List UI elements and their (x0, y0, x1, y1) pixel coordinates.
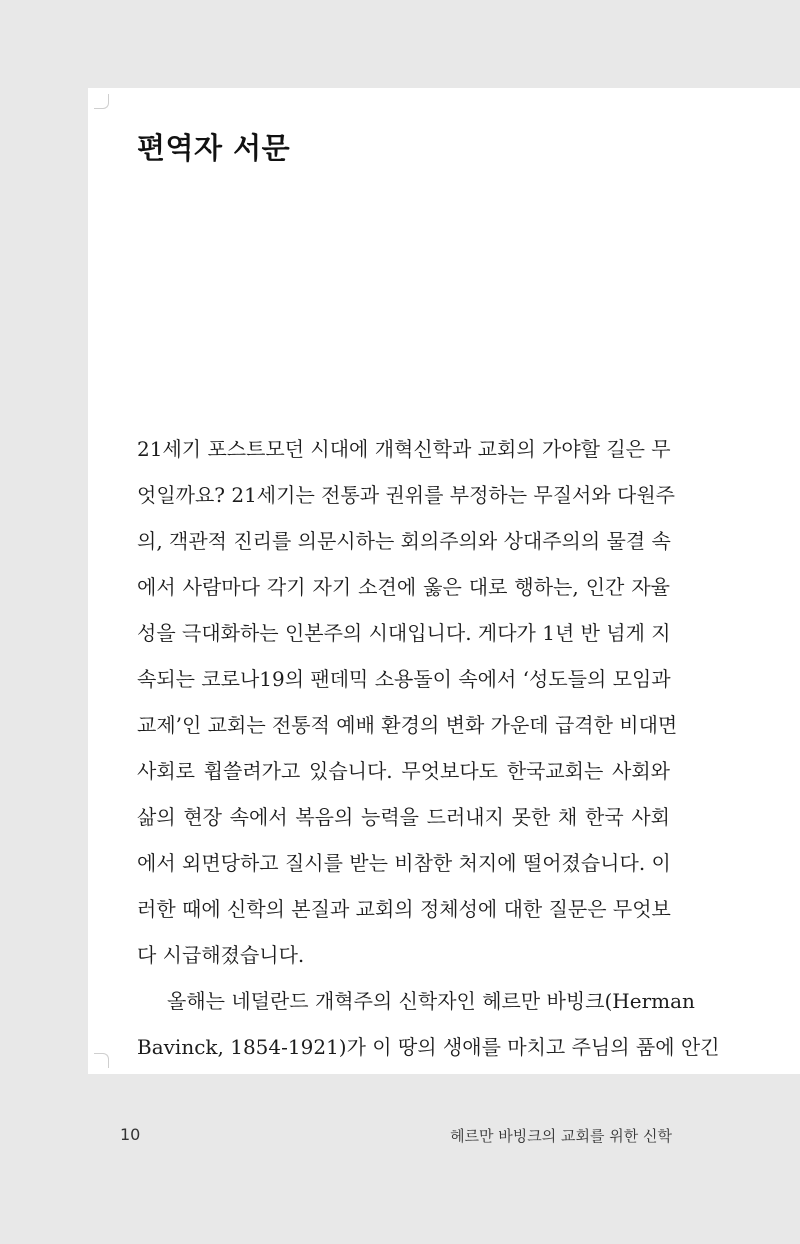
corner-mark-bottom (94, 1053, 109, 1068)
body-line: 21세기 포스트모던 시대에 개혁신학과 교회의 가야할 길은 무 (137, 437, 671, 461)
body-line: 의, 객관적 진리를 의문시하는 회의주의와 상대주의의 물결 속 (137, 529, 671, 553)
body-line: Bavinck, 1854-1921)가 이 땅의 생애를 마치고 주님의 품에 안긴 (137, 1035, 720, 1059)
body-line: 에서 외면당하고 질시를 받는 비참한 처지에 떨어졌습니다. 이 (137, 851, 671, 875)
corner-mark-top (94, 94, 109, 109)
body-text (137, 426, 720, 1070)
body-line: 교제’인 교회는 전통적 예배 환경의 변화 가운데 급격한 비대면 (137, 713, 678, 737)
body-line: 올해는 네덜란드 개혁주의 신학자인 헤르만 바빙크(Herman (167, 989, 695, 1013)
body-line: 엇일까요? 21세기는 전통과 권위를 부정하는 무질서와 다원주 (137, 483, 675, 507)
body-line: 에서 사람마다 각기 자기 소견에 옳은 대로 행하는, 인간 자율 (137, 575, 670, 599)
body-line: 성을 극대화하는 인본주의 시대입니다. 게다가 1년 반 넘게 지 (137, 621, 671, 645)
chapter-title: 편역자 서문 (137, 131, 291, 165)
body-line: 다 시급해졌습니다. (137, 943, 305, 967)
running-head: 헤르만 바빙크의 교회를 위한 신학 (450, 1127, 672, 1145)
body-line: 속되는 코로나19의 팬데믹 소용돌이 속에서 ‘성도들의 모임과 (137, 667, 671, 691)
body-line: 사회로 휩쓸려가고 있습니다. 무엇보다도 한국교회는 사회와 (137, 759, 670, 783)
body-line: 삶의 현장 속에서 복음의 능력을 드러내지 못한 채 한국 사회 (137, 805, 670, 829)
body-line: 러한 때에 신학의 본질과 교회의 정체성에 대한 질문은 무엇보 (137, 897, 671, 921)
page-number: 10 (120, 1125, 141, 1144)
